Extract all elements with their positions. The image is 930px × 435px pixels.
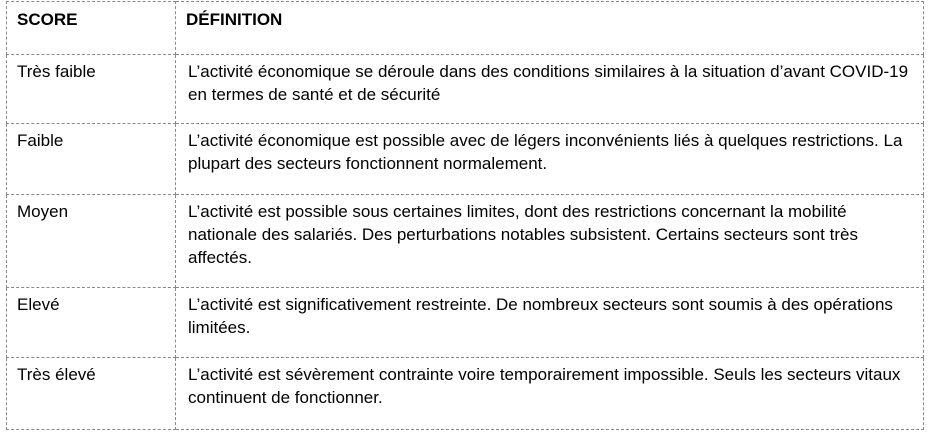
table-row	[7, 55, 924, 124]
definition-cell: L’activité économique est possible avec de légers inconvénients liés à quelques restrictions. La plupart des secteurs fonctionnent normalement.	[176, 124, 924, 195]
score-cell: Elevé	[7, 288, 176, 358]
definition-cell: L’activité est possible sous certaines limites, dont des restrictions concernant la mobilité nationale des salariés. Des perturbations notables subsistent. Certains secteurs sont très affectés.	[176, 195, 924, 288]
score-definition-table	[6, 1, 924, 430]
table-row	[7, 288, 924, 358]
score-cell: Faible	[7, 124, 176, 195]
header-score: SCORE	[7, 2, 176, 55]
score-cell: Très élevé	[7, 358, 176, 430]
score-cell: Très faible	[7, 55, 176, 124]
header-definition: DÉFINITION	[176, 2, 924, 55]
table-row	[7, 124, 924, 195]
definition-cell: L’activité est significativement restreinte. De nombreux secteurs sont soumis à des opérations limitées.	[176, 288, 924, 358]
definition-cell: L’activité est sévèrement contrainte voire temporairement impossible. Seuls les secteurs vitaux continuent de fonctionner.	[176, 358, 924, 430]
table-header-row	[7, 2, 924, 55]
definition-cell: L’activité économique se déroule dans des conditions similaires à la situation d’avant COVID-19 en termes de santé et de sécurité	[176, 55, 924, 124]
table-row	[7, 195, 924, 288]
table-row	[7, 358, 924, 430]
score-cell: Moyen	[7, 195, 176, 288]
